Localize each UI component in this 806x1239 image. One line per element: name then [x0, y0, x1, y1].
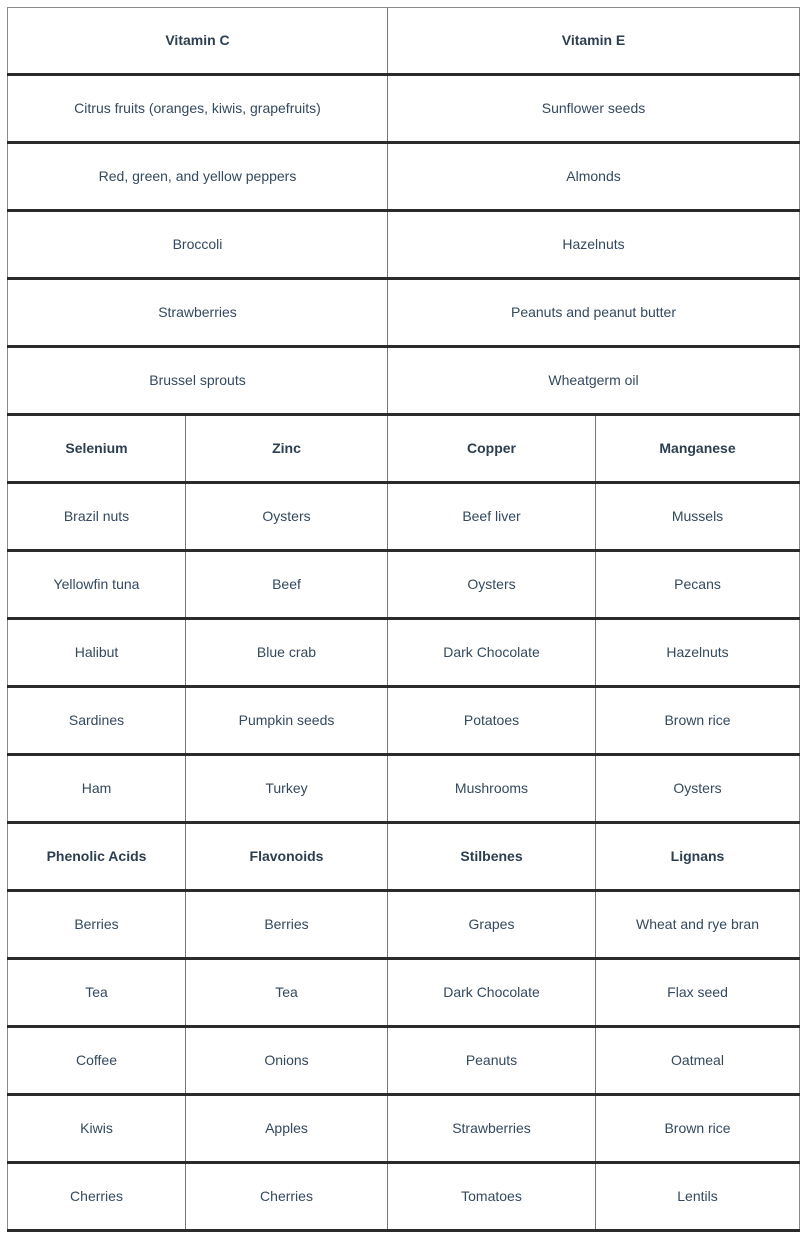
table-row — [8, 483, 800, 551]
food-cell: Mussels — [596, 483, 800, 551]
food-cell: Broccoli — [8, 211, 388, 279]
table-row — [8, 551, 800, 619]
table-row — [8, 347, 800, 415]
food-cell: Mushrooms — [388, 755, 596, 823]
food-cell: Oysters — [388, 551, 596, 619]
column-header-vitamin-e: Vitamin E — [388, 8, 800, 75]
table-row — [8, 687, 800, 755]
food-cell: Cherries — [8, 1163, 186, 1231]
food-cell: Coffee — [8, 1027, 186, 1095]
food-cell: Yellowfin tuna — [8, 551, 186, 619]
table-row — [8, 1095, 800, 1163]
food-cell: Lentils — [596, 1163, 800, 1231]
food-cell: Citrus fruits (oranges, kiwis, grapefruits) — [8, 75, 388, 143]
food-cell: Peanuts — [388, 1027, 596, 1095]
table-row — [8, 1163, 800, 1231]
food-cell: Beef — [186, 551, 388, 619]
column-header-flavonoids: Flavonoids — [186, 823, 388, 891]
food-cell: Brussel sprouts — [8, 347, 388, 415]
food-cell: Ham — [8, 755, 186, 823]
food-cell: Brown rice — [596, 687, 800, 755]
food-cell: Flax seed — [596, 959, 800, 1027]
table-row — [8, 959, 800, 1027]
food-cell: Brown rice — [596, 1095, 800, 1163]
food-cell: Strawberries — [388, 1095, 596, 1163]
food-cell: Wheat and rye bran — [596, 891, 800, 959]
food-cell: Dark Chocolate — [388, 959, 596, 1027]
food-cell: Kiwis — [8, 1095, 186, 1163]
food-cell: Tea — [186, 959, 388, 1027]
food-cell: Sunflower seeds — [388, 75, 800, 143]
table-row — [8, 415, 800, 483]
food-cell: Tea — [8, 959, 186, 1027]
food-cell: Dark Chocolate — [388, 619, 596, 687]
food-cell: Hazelnuts — [596, 619, 800, 687]
column-header-manganese: Manganese — [596, 415, 800, 483]
food-cell: Cherries — [186, 1163, 388, 1231]
column-header-copper: Copper — [388, 415, 596, 483]
food-cell: Oysters — [596, 755, 800, 823]
food-cell: Oatmeal — [596, 1027, 800, 1095]
column-header-vitamin-c: Vitamin C — [8, 8, 388, 75]
column-header-lignans: Lignans — [596, 823, 800, 891]
table-row — [8, 279, 800, 347]
food-cell: Strawberries — [8, 279, 388, 347]
table-row — [8, 143, 800, 211]
food-cell: Almonds — [388, 143, 800, 211]
food-cell: Berries — [8, 891, 186, 959]
food-cell: Tomatoes — [388, 1163, 596, 1231]
food-cell: Blue crab — [186, 619, 388, 687]
table-row — [8, 823, 800, 891]
column-header-phenolic-acids: Phenolic Acids — [8, 823, 186, 891]
table-row — [8, 755, 800, 823]
food-cell: Berries — [186, 891, 388, 959]
food-cell: Brazil nuts — [8, 483, 186, 551]
food-cell: Onions — [186, 1027, 388, 1095]
column-header-selenium: Selenium — [8, 415, 186, 483]
column-header-stilbenes: Stilbenes — [388, 823, 596, 891]
food-cell: Potatoes — [388, 687, 596, 755]
column-header-zinc: Zinc — [186, 415, 388, 483]
food-cell: Hazelnuts — [388, 211, 800, 279]
food-cell: Beef liver — [388, 483, 596, 551]
table-row — [8, 8, 800, 75]
food-cell: Sardines — [8, 687, 186, 755]
food-cell: Apples — [186, 1095, 388, 1163]
food-cell: Wheatgerm oil — [388, 347, 800, 415]
table-row — [8, 891, 800, 959]
food-cell: Halibut — [8, 619, 186, 687]
nutrition-table — [7, 7, 800, 1232]
food-cell: Grapes — [388, 891, 596, 959]
table-row — [8, 1027, 800, 1095]
food-cell: Pumpkin seeds — [186, 687, 388, 755]
table-row — [8, 211, 800, 279]
food-cell: Turkey — [186, 755, 388, 823]
food-cell: Red, green, and yellow peppers — [8, 143, 388, 211]
food-cell: Pecans — [596, 551, 800, 619]
food-cell: Oysters — [186, 483, 388, 551]
food-cell: Peanuts and peanut butter — [388, 279, 800, 347]
table-row — [8, 75, 800, 143]
table-row — [8, 619, 800, 687]
